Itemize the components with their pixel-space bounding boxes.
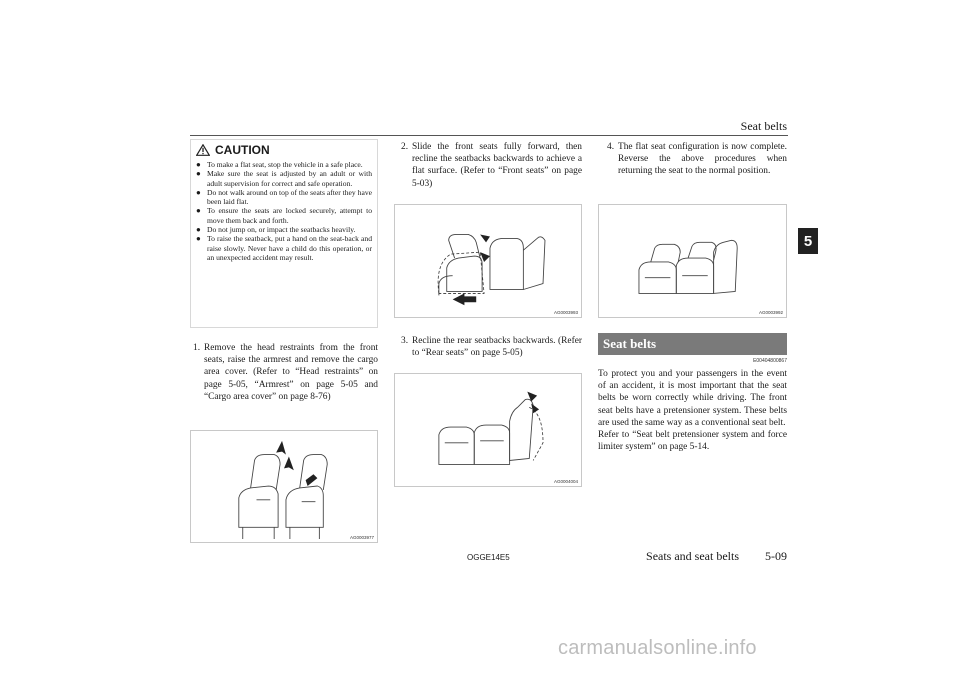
section-code: E00404800867 [753, 358, 787, 364]
warning-triangle-icon [196, 144, 210, 156]
step-1 [193, 342, 378, 403]
step-number: 3. [401, 336, 409, 346]
caution-item: ● To make a flat seat, stop the vehicle in a safe place. [196, 160, 363, 169]
bullet-icon: ● [196, 187, 201, 197]
footer-section [646, 549, 787, 564]
caution-item: ● Do not walk around on top of the seats after they have been laid flat. [196, 187, 372, 207]
section-title: Seat belts [598, 333, 787, 355]
caution-box [190, 139, 378, 328]
caution-item: ● Do not jump on, or impact the seatbacks heavily. [196, 225, 356, 235]
body-paragraph: Refer to “Seat belt pretensioner system and force limiter system” on page 5-14. [598, 430, 787, 453]
seat-illustration [599, 205, 786, 317]
running-header: Seat belts [740, 119, 787, 133]
caution-header [196, 143, 372, 157]
watermark-link[interactable]: carmanualsonline.info [558, 637, 757, 659]
caution-list [196, 160, 372, 262]
figure-recline-rear-seatbacks [394, 373, 582, 487]
step-number: 4. [607, 142, 615, 152]
figure-slide-front-seats [394, 204, 582, 318]
seat-illustration [395, 374, 581, 486]
figure-flat-seat-configuration [598, 204, 787, 318]
chapter-tab: 5 [798, 228, 818, 254]
bullet-icon: ● [196, 206, 201, 216]
header-divider [190, 135, 788, 136]
bullet-icon: ● [196, 234, 201, 244]
bullet-icon: ● [196, 225, 201, 235]
bullet-icon: ● [196, 160, 201, 169]
figure-remove-head-restraints [190, 430, 378, 543]
caution-item: ● To raise the seatback, put a hand on the seat-back and raise slowly. Never have a child do this operation, or an unexpected accident may result. [196, 234, 372, 262]
section-body [598, 368, 787, 453]
step-4 [607, 141, 787, 178]
seat-illustration [191, 431, 377, 542]
body-paragraph: To protect you and your passengers in the event of an accident, it is most important that the seat belts be worn correctly while driving. The front seat belts have a pretensioner system. These belts are used the same way as a conventional seat belt. [598, 369, 787, 428]
caution-item: ● Make sure the seat is adjusted by an adult or with adult supervision for correct and safe operation. [196, 169, 372, 188]
step-number: 2. [401, 142, 409, 152]
figure-code: AG0003977 [349, 535, 374, 540]
step-2 [401, 141, 582, 190]
figure-code: AG0004004 [553, 479, 578, 484]
seat-illustration [395, 205, 581, 317]
step-text: The flat seat configuration is now complete. Reverse the above procedures when returning the seat to the normal position. [618, 142, 787, 177]
step-text: Remove the head restraints from the front seats, raise the armrest and remove the cargo area cover. (Refer to “Head restraints” on page 5-05, “Armrest” on page 5-05 and “Cargo area cover” on page 8-76) [204, 343, 378, 402]
figure-code: AG0003993 [553, 310, 578, 315]
page-number: 5-09 [765, 549, 787, 563]
footer-code: OGGE14E5 [467, 553, 510, 562]
caution-item: ● To ensure the seats are locked securely, attempt to move them back and forth. [196, 206, 372, 225]
caution-title: CAUTION [215, 143, 270, 157]
bullet-icon: ● [196, 169, 201, 179]
step-3 [401, 335, 582, 359]
step-text: Slide the front seats fully forward, then recline the seatbacks backwards to achieve a flat surface. (Refer to “Front seats” on page 5-03) [412, 142, 582, 189]
figure-code: AG0003992 [758, 310, 783, 315]
step-number: 1. [193, 343, 201, 353]
step-text: Recline the rear seatbacks backwards. (Refer to “Rear seats” on page 5-05) [412, 336, 582, 359]
footer-section-name: Seats and seat belts [646, 549, 739, 563]
